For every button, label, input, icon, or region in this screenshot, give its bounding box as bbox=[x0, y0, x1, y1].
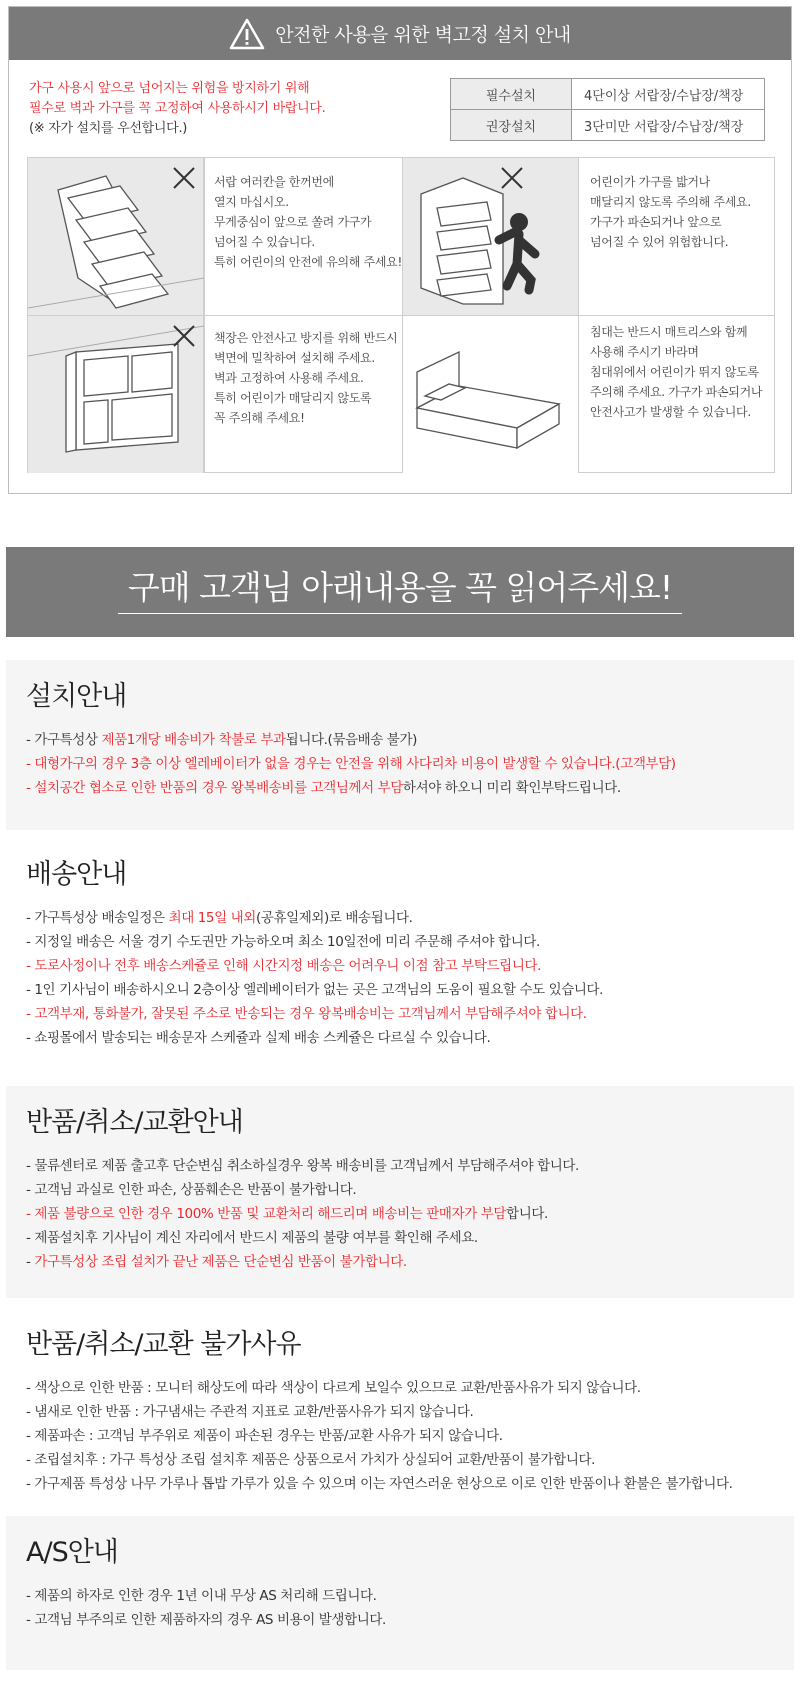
read-notice-banner bbox=[6, 547, 794, 637]
notice-line: (※ 자가 설치를 우선합니다.) bbox=[29, 121, 188, 136]
safety-header bbox=[9, 7, 791, 60]
delivery-list bbox=[26, 906, 603, 1050]
as-list bbox=[26, 1584, 386, 1632]
warning-text-climbing bbox=[590, 172, 751, 252]
list-item: - 쇼핑몰에서 발송되는 배송문자 스케쥴과 실제 배송 스케쥴은 다르실 수 있습니다. bbox=[26, 1030, 491, 1046]
as-section bbox=[6, 1516, 794, 1670]
table-cell-value: 4단이상 서랍장/수납장/책장 bbox=[572, 79, 765, 110]
section-title: 반품/취소/교환 불가사유 bbox=[26, 1329, 301, 1360]
text: - 가구특성상 bbox=[26, 732, 102, 748]
warning-line: 매달리지 않도록 주의해 주세요. bbox=[590, 195, 751, 209]
list-item bbox=[26, 906, 603, 930]
warning-text-bed bbox=[590, 322, 762, 422]
no-return-list bbox=[26, 1376, 733, 1496]
no-return-section bbox=[6, 1308, 794, 1508]
bed-icon bbox=[403, 316, 579, 473]
child-climbing-icon bbox=[403, 158, 579, 315]
safety-notice bbox=[29, 79, 326, 139]
highlight-text: 설치공간 협소로 인한 반품의 경우 왕복배송비를 고객님께서 부담 bbox=[34, 780, 403, 796]
warning-grid bbox=[27, 157, 775, 473]
section-title: A/S안내 bbox=[26, 1537, 118, 1568]
section-title: 배송안내 bbox=[26, 859, 127, 890]
table-row bbox=[451, 79, 765, 110]
list-item: - 고객부재, 통화불가, 잘못된 주소로 반송되는 경우 왕복배송비는 고객님께서 부담해주셔야 합니다. bbox=[26, 1006, 587, 1022]
highlight-text: 최대 15일 내외 bbox=[168, 910, 256, 926]
child-climbing-illustration bbox=[403, 158, 579, 315]
list-item bbox=[26, 1250, 579, 1274]
notice-line: 가구 사용시 앞으로 넘어지는 위험을 방지하기 위해 bbox=[29, 81, 310, 96]
warning-line: 넘어질 수 있습니다. bbox=[214, 235, 315, 249]
table-cell-value: 3단미만 서랍장/수납장/책장 bbox=[572, 110, 765, 141]
text: 됩니다.(묶음배송 불가) bbox=[285, 732, 417, 748]
text: - 가구특성상 배송일정은 bbox=[26, 910, 169, 926]
table-row bbox=[451, 110, 765, 141]
text: 하셔야 하오니 미리 확인부탁드립니다. bbox=[402, 780, 621, 796]
returns-section bbox=[6, 1086, 794, 1298]
list-item: - 대형가구의 경우 3층 이상 엘레베이터가 없을 경우는 안전을 위해 사다리차 비용이 발생할 수 있습니다.(고객부담) bbox=[26, 756, 676, 772]
delivery-section bbox=[6, 836, 794, 1076]
prohibited-x-icon bbox=[172, 166, 196, 190]
list-item: - 색상으로 인한 반품 : 모니터 해상도에 따라 색상이 다르게 보일수 있으므로 교환/반품사유가 되지 않습니다. bbox=[26, 1380, 641, 1396]
notice-line: 필수로 벽과 가구를 꼭 고정하여 사용하시기 바랍니다. bbox=[29, 101, 326, 116]
warning-line: 벽면에 밀착하여 설치해 주세요. bbox=[214, 351, 375, 365]
warning-line: 넘어질 수 있어 위험합니다. bbox=[590, 235, 729, 249]
text: (공휴일제외)로 배송됩니다. bbox=[255, 910, 413, 926]
list-item: - 조립설치후 : 가구 특성상 조립 설치후 제품은 상품으로서 가치가 상실되어 교환/반품이 불가합니다. bbox=[26, 1452, 595, 1468]
text: 합니다. bbox=[506, 1206, 548, 1222]
section-title: 설치안내 bbox=[26, 681, 127, 712]
list-item: - 가구제품 특성상 나무 가루나 톱밥 가루가 있을 수 있으며 이는 자연스러운 현상으로 이로 인한 반품이나 환불은 불가합니다. bbox=[26, 1476, 733, 1492]
text: - bbox=[26, 1254, 35, 1270]
warning-icon bbox=[229, 18, 265, 50]
prohibited-x-icon bbox=[172, 324, 196, 348]
list-item: - 지정일 배송은 서울 경기 수도권만 가능하오며 최소 10일전에 미리 주문해 주셔야 합니다. bbox=[26, 934, 540, 950]
prohibited-x-icon bbox=[500, 166, 524, 190]
warning-line: 어린이가 가구를 밟거나 bbox=[590, 175, 710, 189]
warning-line: 책장은 안전사고 방지를 위해 반드시 bbox=[214, 331, 398, 345]
warning-line: 서랍 여러칸을 한꺼번에 bbox=[214, 175, 334, 189]
highlight-text: - 제품 불량으로 인한 경우 100% 반품 및 교환처리 해드리며 배송비는 판매자가 부담 bbox=[26, 1206, 507, 1222]
list-item: - 물류센터로 제품 출고후 단순변심 취소하실경우 왕복 배송비를 고객님께서 부담해주셔야 합니다. bbox=[26, 1158, 579, 1174]
warning-line: 주의해 주세요. 가구가 파손되거나 bbox=[590, 385, 763, 399]
section-title: 반품/취소/교환안내 bbox=[26, 1107, 243, 1138]
warning-line: 벽과 고정하여 사용해 주세요. bbox=[214, 371, 364, 385]
safety-install-guide bbox=[8, 6, 792, 494]
warning-line: 안전사고가 발생할 수 있습니다. bbox=[590, 405, 751, 419]
table-cell-key: 필수설치 bbox=[451, 79, 572, 110]
warning-line: 침대위에서 어린이가 뛰지 않도록 bbox=[590, 365, 759, 379]
bed-illustration bbox=[403, 316, 579, 473]
warning-text-bookshelf bbox=[214, 328, 397, 428]
highlight-text: 가구특성상 조립 설치가 끝난 제품은 단순변심 반품이 불가합니다. bbox=[34, 1254, 407, 1270]
safety-title: 안전한 사용을 위한 벽고정 설치 안내 bbox=[275, 24, 571, 46]
warning-line: 사용해 주시기 바라며 bbox=[590, 345, 699, 359]
warning-line: 열지 마십시오. bbox=[214, 195, 289, 209]
list-item: - 냄새로 인한 반품 : 가구냄새는 주관적 지표로 교환/반품사유가 되지 않습니다. bbox=[26, 1404, 474, 1420]
warning-line: 꼭 주의해 주세요! bbox=[214, 411, 305, 425]
install-section bbox=[6, 660, 794, 830]
warning-line: 특히 어린이의 안전에 유의해 주세요! bbox=[214, 255, 402, 269]
list-item: - 고객님 과실로 인한 파손, 상품훼손은 반품이 불가합니다. bbox=[26, 1182, 357, 1198]
warning-line: 침대는 반드시 매트리스와 함께 bbox=[590, 325, 748, 339]
install-level-table bbox=[450, 78, 765, 141]
list-item: - 고객님 부주의로 인한 제품하자의 경우 AS 비용이 발생합니다. bbox=[26, 1612, 386, 1628]
highlight-text: 제품1개당 배송비가 착불로 부과 bbox=[101, 732, 286, 748]
returns-list bbox=[26, 1154, 579, 1274]
banner-title: 구매 고객님 아래내용을 꼭 읽어주세요! bbox=[118, 569, 682, 614]
list-item: - 제품의 하자로 인한 경우 1년 이내 무상 AS 처리해 드립니다. bbox=[26, 1588, 377, 1604]
table-cell-key: 권장설치 bbox=[451, 110, 572, 141]
list-item: - 제품파손 : 고객님 부주위로 제품이 파손된 경우는 반품/교환 사유가 되지 않습니다. bbox=[26, 1428, 503, 1444]
warning-text-drawers bbox=[214, 172, 402, 272]
list-item bbox=[26, 776, 676, 800]
warning-line: 가구가 파손되거나 앞으로 bbox=[590, 215, 722, 229]
text: - bbox=[26, 780, 35, 796]
warning-line: 특히 어린이가 매달리지 않도록 bbox=[214, 391, 372, 405]
list-item: - 1인 기사님이 배송하시오니 2층이상 엘레베이터가 없는 곳은 고객님의 도움이 필요할 수도 있습니다. bbox=[26, 982, 604, 998]
list-item bbox=[26, 728, 676, 752]
install-list bbox=[26, 728, 676, 800]
list-item: - 제품설치후 기사님이 계신 자리에서 반드시 제품의 불량 여부를 확인해 주세요. bbox=[26, 1230, 478, 1246]
warning-line: 무게중심이 앞으로 쏠려 가구가 bbox=[214, 215, 372, 229]
list-item: - 도로사정이나 전후 배송스케쥴로 인해 시간지정 배송은 어려우니 이점 참고 부탁드립니다. bbox=[26, 958, 541, 974]
list-item bbox=[26, 1202, 579, 1226]
